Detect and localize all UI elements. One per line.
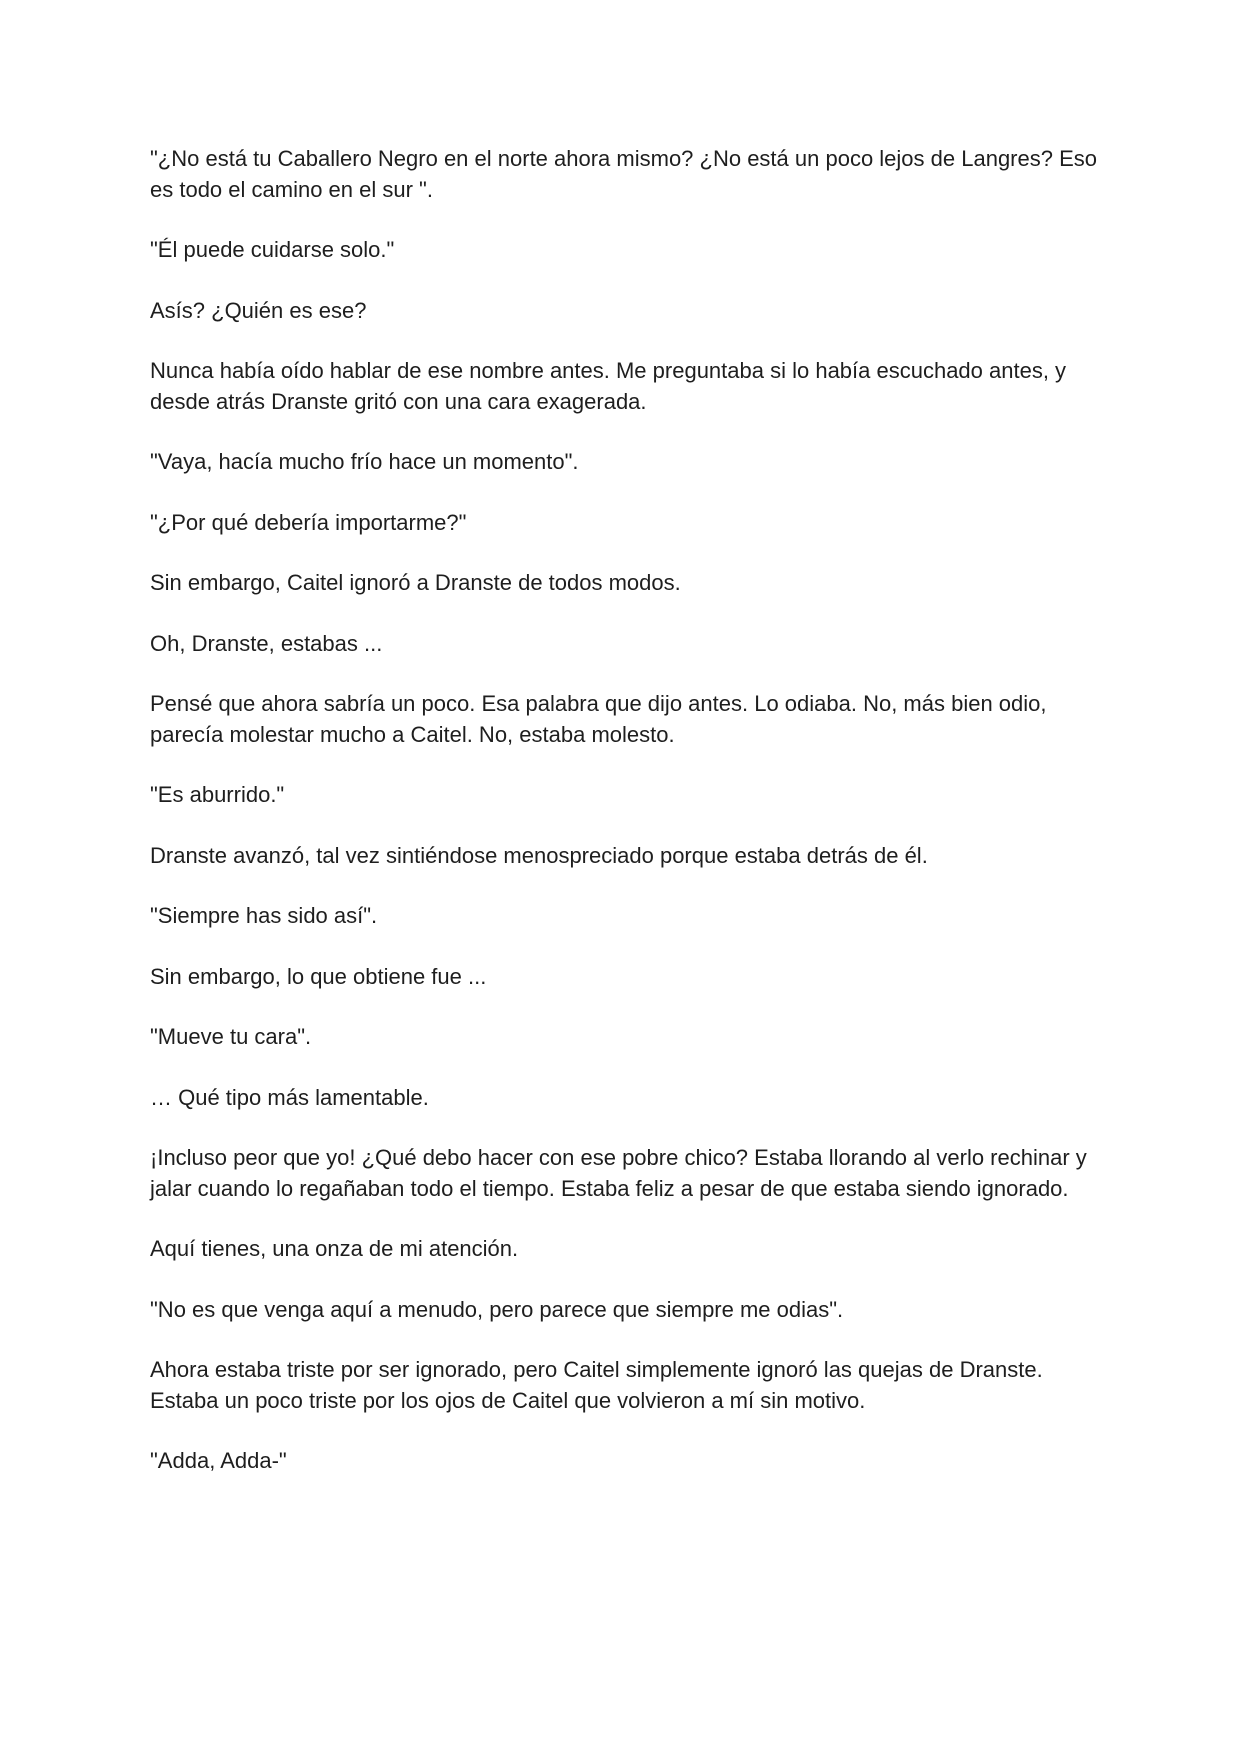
paragraph: Dranste avanzó, tal vez sintiéndose menospreciado porque estaba detrás de él. xyxy=(150,842,928,868)
paragraph: Nunca había oído hablar de ese nombre antes. Me preguntaba si lo había escuchado antes, y desde atrás Dranste gritó con una cara exagerada. xyxy=(150,358,1067,414)
paragraph: "Siempre has sido así". xyxy=(150,903,378,928)
paragraph: "¿No está tu Caballero Negro en el norte ahora mismo? ¿No está un poco lejos de Langres? Eso es todo el camino en el sur ". xyxy=(150,146,1097,202)
paragraph: Oh, Dranste, estabas ... xyxy=(150,630,383,656)
paragraph: Pensé que ahora sabría un poco. Esa palabra que dijo antes. Lo odiaba. No, más bien odio, parecía molestar mucho a Caitel. No, estaba molesto. xyxy=(150,691,1047,747)
paragraph: Sin embargo, Caitel ignoró a Dranste de todos modos. xyxy=(150,570,681,595)
paragraph: "Mueve tu cara". xyxy=(150,1024,312,1049)
paragraph: "No es que venga aquí a menudo, pero parece que siempre me odias". xyxy=(150,1296,844,1322)
paragraph: "Vaya, hacía mucho frío hace un momento". xyxy=(150,449,579,474)
paragraph: ¡Incluso peor que yo! ¿Qué debo hacer con ese pobre chico? Estaba llorando al verlo rechinar y jalar cuando lo regañaban todo el tiempo. Estaba feliz a pesar de que estaba siendo ignorado. xyxy=(150,1145,1087,1201)
paragraph: "Es aburrido." xyxy=(150,782,285,807)
paragraph: "Él puede cuidarse solo." xyxy=(150,237,395,262)
paragraph: Sin embargo, lo que obtiene fue ... xyxy=(150,963,487,989)
paragraph: … Qué tipo más lamentable. xyxy=(150,1084,429,1110)
paragraph: Aquí tienes, una onza de mi atención. xyxy=(150,1236,519,1261)
paragraph: Ahora estaba triste por ser ignorado, pero Caitel simplemente ignoró las quejas de Dranste. Estaba un poco triste por los ojos de Caitel que volvieron a mí sin motivo. xyxy=(150,1357,1043,1413)
document-body xyxy=(150,144,1110,1507)
paragraph: "Adda, Adda-" xyxy=(150,1448,287,1473)
paragraph: "¿Por qué debería importarme?" xyxy=(150,509,467,535)
paragraph: Asís? ¿Quién es ese? xyxy=(150,297,367,323)
